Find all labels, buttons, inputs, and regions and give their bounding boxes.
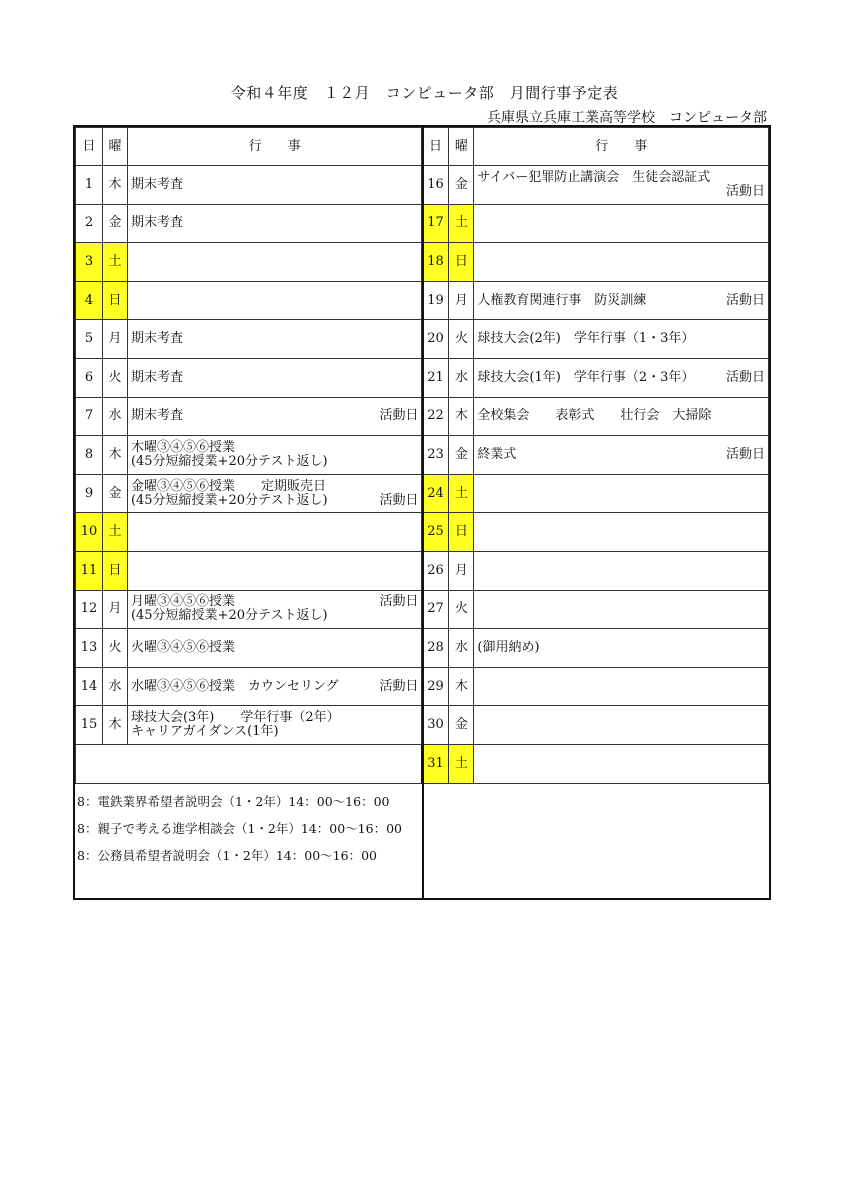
day-number-cell: 31 bbox=[422, 744, 449, 783]
event-text: 期末考査 bbox=[130, 331, 183, 347]
event-line bbox=[131, 178, 419, 192]
event-line bbox=[477, 409, 765, 423]
weekday-cell: 水 bbox=[102, 667, 127, 706]
event-cell bbox=[127, 629, 422, 668]
weekday-cell: 日 bbox=[102, 551, 127, 590]
note-item: 8：公務員希望者説明会（1・2年）14：00～16：00 bbox=[77, 848, 377, 863]
event-text: 球技大会(3年) 学年行事（2年） bbox=[130, 710, 340, 726]
day-number-cell: 25 bbox=[422, 513, 449, 552]
event-cell bbox=[474, 358, 769, 397]
day-number-cell: 28 bbox=[422, 629, 449, 668]
day-number-cell: 14 bbox=[76, 667, 103, 706]
weekday-cell: 水 bbox=[102, 397, 127, 436]
day-number-cell: 18 bbox=[422, 243, 449, 282]
event-cell bbox=[474, 590, 769, 629]
day-number-cell: 1 bbox=[76, 166, 103, 205]
header-weekday: 曜 bbox=[102, 128, 127, 166]
weekday-cell: 土 bbox=[449, 204, 474, 243]
weekday-cell: 金 bbox=[102, 474, 127, 513]
event-line bbox=[131, 480, 419, 494]
event-text: (御用納め) bbox=[477, 639, 540, 655]
day-number-cell: 9 bbox=[76, 474, 103, 513]
weekday-cell: 金 bbox=[102, 204, 127, 243]
weekday-cell: 土 bbox=[449, 474, 474, 513]
weekday-cell: 水 bbox=[449, 358, 474, 397]
event-text: 期末考査 bbox=[130, 408, 183, 424]
weekday-cell: 月 bbox=[102, 320, 127, 359]
weekday-cell: 日 bbox=[449, 243, 474, 282]
event-text: 期末考査 bbox=[130, 215, 183, 231]
event-cell bbox=[127, 436, 422, 475]
weekday-cell: 火 bbox=[102, 358, 127, 397]
event-cell bbox=[474, 166, 769, 205]
event-cell bbox=[127, 513, 422, 552]
weekday-cell: 金 bbox=[449, 436, 474, 475]
event-cell bbox=[474, 243, 769, 282]
weekday-cell: 月 bbox=[102, 590, 127, 629]
event-cell bbox=[127, 474, 422, 513]
event-line bbox=[131, 441, 419, 455]
event-line bbox=[477, 641, 765, 655]
event-cell bbox=[474, 706, 769, 745]
day-number-cell: 16 bbox=[422, 166, 449, 205]
event-cell bbox=[474, 744, 769, 783]
day-number-cell: 29 bbox=[422, 667, 449, 706]
weekday-cell: 水 bbox=[449, 629, 474, 668]
weekday-cell: 月 bbox=[449, 281, 474, 320]
event-cell bbox=[474, 551, 769, 590]
event-cell bbox=[127, 166, 422, 205]
activity-day-label: 活動日 bbox=[725, 292, 765, 308]
event-cell bbox=[474, 320, 769, 359]
event-line bbox=[131, 494, 419, 508]
day-number-cell: 22 bbox=[422, 397, 449, 436]
event-line bbox=[477, 332, 765, 346]
weekday-cell: 土 bbox=[102, 243, 127, 282]
event-cell bbox=[474, 281, 769, 320]
day-number-cell: 6 bbox=[76, 358, 103, 397]
weekday-cell: 土 bbox=[102, 513, 127, 552]
day-number-cell: 8 bbox=[76, 436, 103, 475]
event-cell bbox=[127, 281, 422, 320]
activity-day-label: 活動日 bbox=[379, 678, 419, 694]
event-text: サイバー犯罪防止講演会 生徒会認証式 bbox=[477, 169, 711, 185]
event-cell bbox=[127, 590, 422, 629]
day-number-cell: 19 bbox=[422, 281, 449, 320]
event-line bbox=[131, 216, 419, 230]
page-title: 令和４年度 １２月 コンピュータ部 月間行事予定表 bbox=[230, 84, 619, 102]
day-number-cell: 30 bbox=[422, 706, 449, 745]
event-line bbox=[131, 725, 419, 739]
weekday-cell: 木 bbox=[102, 436, 127, 475]
event-line bbox=[131, 455, 419, 469]
event-text-second-line: (45分短縮授業+20分テスト返し) bbox=[130, 492, 328, 508]
note-item: 8：親子で考える進学相談会（1・2年）14：00～16：00 bbox=[77, 821, 402, 836]
event-cell bbox=[474, 474, 769, 513]
event-text-second-line: (45分短縮授業+20分テスト返し) bbox=[130, 608, 328, 624]
event-cell bbox=[474, 513, 769, 552]
weekday-cell: 日 bbox=[449, 513, 474, 552]
day-number-cell: 20 bbox=[422, 320, 449, 359]
weekday-cell: 月 bbox=[449, 551, 474, 590]
day-number-cell: 27 bbox=[422, 590, 449, 629]
weekday-cell: 木 bbox=[102, 166, 127, 205]
header-events: 行 事 bbox=[127, 128, 422, 166]
event-text: 期末考査 bbox=[130, 369, 183, 385]
header-weekday: 曜 bbox=[449, 128, 474, 166]
event-cell bbox=[127, 320, 422, 359]
activity-day-label: 活動日 bbox=[379, 492, 419, 508]
weekday-cell: 火 bbox=[449, 320, 474, 359]
activity-day-label: 活動日 bbox=[379, 594, 419, 610]
event-cell bbox=[474, 436, 769, 475]
weekday-cell: 土 bbox=[449, 744, 474, 783]
event-cell bbox=[127, 551, 422, 590]
event-text-second-line: (45分短縮授業+20分テスト返し) bbox=[130, 453, 328, 469]
day-number-cell: 21 bbox=[422, 358, 449, 397]
event-line bbox=[131, 680, 419, 694]
activity-day-label: 活動日 bbox=[379, 408, 419, 424]
activity-day-label: 活動日 bbox=[725, 446, 765, 462]
event-cell bbox=[474, 629, 769, 668]
event-cell bbox=[127, 358, 422, 397]
event-cell bbox=[127, 706, 422, 745]
weekday-cell: 金 bbox=[449, 706, 474, 745]
event-text: 球技大会(2年) 学年行事（1・3年） bbox=[477, 331, 695, 347]
weekday-cell: 木 bbox=[449, 397, 474, 436]
event-cell bbox=[474, 397, 769, 436]
day-number-cell: 26 bbox=[422, 551, 449, 590]
event-text: 木曜③④⑤⑥授業 bbox=[130, 439, 235, 455]
event-cell bbox=[127, 397, 422, 436]
weekday-cell: 火 bbox=[102, 629, 127, 668]
event-line bbox=[477, 448, 765, 462]
day-number-cell: 3 bbox=[76, 243, 103, 282]
event-line bbox=[477, 371, 765, 385]
weekday-cell: 日 bbox=[102, 281, 127, 320]
header-day: 日 bbox=[422, 128, 449, 166]
schedule-frame bbox=[73, 125, 771, 900]
event-line bbox=[131, 332, 419, 346]
event-line bbox=[477, 294, 765, 308]
notes-section bbox=[77, 788, 421, 869]
empty-cell bbox=[76, 744, 422, 783]
weekday-cell: 金 bbox=[449, 166, 474, 205]
header-events: 行 事 bbox=[474, 128, 769, 166]
day-number-cell: 13 bbox=[76, 629, 103, 668]
event-line bbox=[131, 641, 419, 655]
event-text: 球技大会(1年) 学年行事（2・3年） bbox=[477, 369, 695, 385]
weekday-cell: 火 bbox=[449, 590, 474, 629]
event-text-second-line: キャリアガイダンス(1年) bbox=[130, 724, 279, 740]
event-text: 水曜③④⑤⑥授業 カウンセリング bbox=[130, 678, 339, 694]
activity-day-label: 活動日 bbox=[725, 183, 765, 199]
day-number-cell: 5 bbox=[76, 320, 103, 359]
event-line bbox=[131, 711, 419, 725]
weekday-cell: 木 bbox=[449, 667, 474, 706]
event-cell bbox=[474, 204, 769, 243]
event-line bbox=[131, 371, 419, 385]
event-text: 終業式 bbox=[477, 446, 517, 462]
event-text: 火曜③④⑤⑥授業 bbox=[130, 639, 235, 655]
day-number-cell: 17 bbox=[422, 204, 449, 243]
day-number-cell: 7 bbox=[76, 397, 103, 436]
day-number-cell: 10 bbox=[76, 513, 103, 552]
organization-name: 兵庫県立兵庫工業高等学校 コンピュータ部 bbox=[487, 110, 767, 126]
activity-day-label: 活動日 bbox=[725, 369, 765, 385]
event-text: 月曜③④⑤⑥授業 bbox=[130, 594, 235, 610]
day-number-cell: 23 bbox=[422, 436, 449, 475]
event-cell bbox=[474, 667, 769, 706]
day-number-cell: 11 bbox=[76, 551, 103, 590]
note-item: 8：電鉄業界希望者説明会（1・2年）14：00～16：00 bbox=[77, 794, 390, 809]
header-day: 日 bbox=[76, 128, 103, 166]
event-text: 全校集会 表彰式 壮行会 大掃除 bbox=[477, 408, 712, 424]
column-divider bbox=[422, 127, 424, 898]
day-number-cell: 15 bbox=[76, 706, 103, 745]
weekday-cell: 木 bbox=[102, 706, 127, 745]
event-text: 期末考査 bbox=[130, 176, 183, 192]
day-number-cell: 4 bbox=[76, 281, 103, 320]
event-line bbox=[131, 609, 419, 623]
event-text: 人権教育関連行事 防災訓練 bbox=[477, 292, 647, 308]
day-number-cell: 2 bbox=[76, 204, 103, 243]
event-cell bbox=[127, 243, 422, 282]
day-number-cell: 24 bbox=[422, 474, 449, 513]
event-cell bbox=[127, 667, 422, 706]
event-line bbox=[131, 409, 419, 423]
day-number-cell: 12 bbox=[76, 590, 103, 629]
event-text: 金曜③④⑤⑥授業 定期販売日 bbox=[130, 478, 326, 494]
event-cell bbox=[127, 204, 422, 243]
